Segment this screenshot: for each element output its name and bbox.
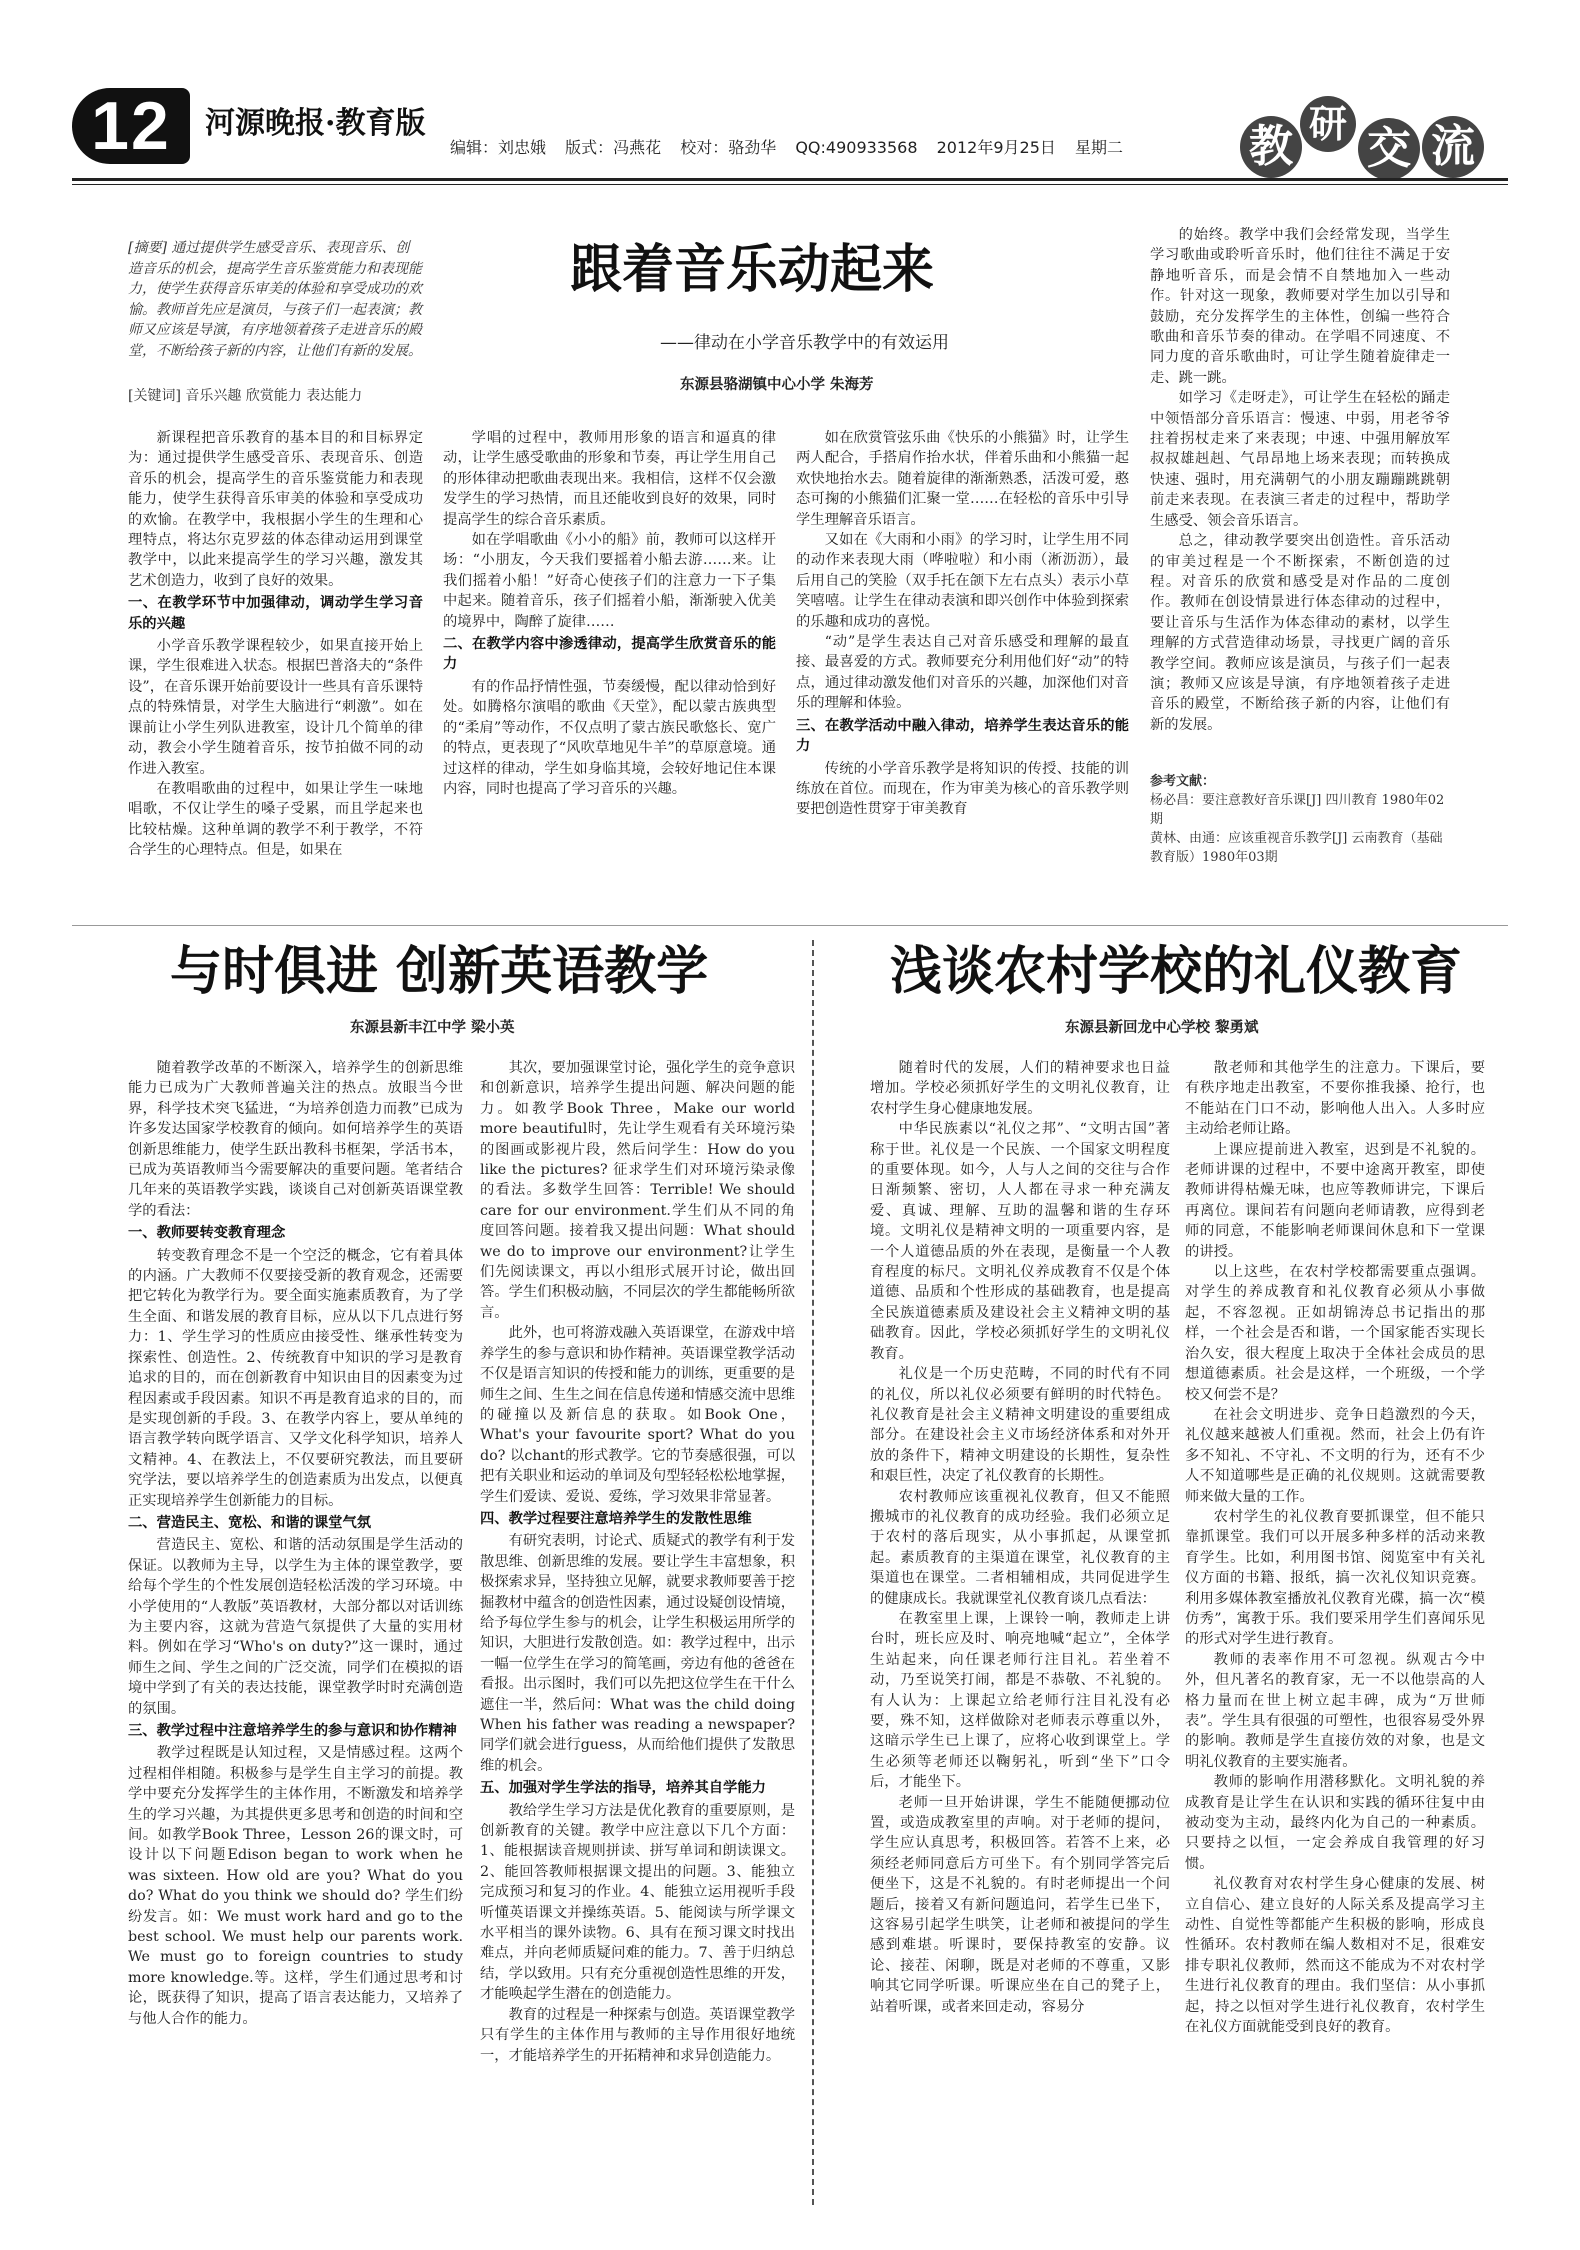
logo-char-2: 研 bbox=[1300, 96, 1356, 152]
paragraph: 的始终。教学中我们会经常发现，当学生学习歌曲或聆听音乐时，他们往往不满足于安静地听音乐，而是会情不自禁地加入一些动作。针对这一现象，教师要对学生加以引导和鼓励，充分发挥学生的主体性，创编一些符合歌曲和音乐节奏的律动。在学唱不同速度、不同力度的音乐歌曲时，可让学生随着旋律走一走、跳一跳。 bbox=[1150, 227, 1450, 386]
paragraph: 传统的小学音乐教学是将知识的传授、技能的训练放在首位。而现在，作为审美为核心的音乐教学则要把创造性贯穿于审美教育 bbox=[796, 760, 1129, 818]
paragraph: 教师的表率作用不可忽视。纵观古今中外，但凡著名的教育家，无一不以他崇高的人格力量而在世上树立起丰碑，成为“万世师表”。学生具有很强的可塑性，也很容易受外界的影响。教师是学生直接仿效的对象，也是文明礼仪教育的主要实施者。 bbox=[1185, 1651, 1485, 1770]
paragraph: 教师的影响作用潜移默化。文明礼貌的养成教育是让学生在认识和实践的循环往复中由被动变为主动，最终内化为自己的一种素质。只要持之以恒，一定会养成自我管理的好习惯。 bbox=[1185, 1774, 1485, 1872]
header-rule bbox=[72, 178, 1508, 181]
paragraph: 在社会文明进步、竞争日趋激烈的今天，礼仪越来越被人们重视。然而，社会上仍有许多不知礼、不守礼、不文明的行为，还有不少人不知道哪些是正确的礼仪规则。这就需要教师来做大量的工作。 bbox=[1185, 1406, 1485, 1505]
qq-number: QQ:490933568 bbox=[795, 138, 918, 157]
section-heading: 一、教师要转变教育理念 bbox=[128, 1225, 286, 1242]
paragraph: 上课应提前进入教室，迟到是不礼貌的。老师讲课的过程中，不要中途离开教室，即使教师讲得枯燥无味，也应等教师讲完，下课后再离位。课间若有问题向老师请教，应得到老师的同意，不能影响老师课间休息和下一堂课的讲授。 bbox=[1185, 1141, 1485, 1260]
paragraph: 转变教育理念不是一个空泛的概念，它有着具体的内涵。广大教师不仅要接受新的教育观念，还需要把它转化为教学行为。要全面实施素质教育，为了学生全面、和谐发展的教育目标，应从以下几点进行努力：1、学生学习的性质应由接受性、继承性转变为探索性、创造性。2、传统教育中知识的学习是教育追求的目的，而在创新教育中知识由目的因素变为过程因素或手段因素。知识不再是教育追求的目的，而是实现创新的手段。3、在教学内容上，要从单纯的语言教学转向既学语言、又学文化科学知识，培养人文精神。4、在教法上，不仅要研究教法，而且要研究学法，要以培养学生的创造素质为出发点，以便真正实现培养学生创新能力的目标。 bbox=[128, 1247, 463, 1509]
reference-item: 黄林、由通：应该重视音乐教学[J] 云南教育（基础教育版）1980年03期 bbox=[1150, 831, 1443, 865]
section-heading: 三、教学过程中注意培养学生的参与意识和协作精神 bbox=[128, 1723, 457, 1739]
paragraph: 老师一旦开始讲课，学生不能随便挪动位置，或造成教室里的声响。对于老师的提问，学生应认真思考，积极回答。若答不上来，必须经老师同意后方可坐下。有个别同学答完后便坐下，这是不礼貌的。有时老师提出一个问题后，接着又有新问题追问，若学生已坐下，这容易引起学生哄笑，让老师和被提问的学生感到难堪。听课时，要保持教室的安静。议论、接茬、闲聊，既是对老师的不尊重，又影响其它同学听课。听课应坐在自己的凳子上，站着听课，或者来回走动，容易分 bbox=[870, 1794, 1170, 2015]
section-heading: 一、在教学环节中加强律动，调动学生学习音乐的兴趣 bbox=[128, 595, 423, 632]
paragraph: 教给学生学习方法是优化教育的重要原则，是创新教育的关键。教学中应注意以下几个方面：1、能根据读音规则拼读、拼写单词和朗读课文。2、能回答教师根据课文提出的问题。3、能独立完成预习和复习的作业。4、能独立运用视听手段听懂英语课文并操练英语。5、能阅读与所学课文水平相当的课外读物。6、具有在预习课文时找出难点，并向老师质疑问难的能力。7、善于归纳总结，学以致用。只有充分重视创造性思维的开发，才能唤起学生潜在的创造能力。 bbox=[480, 1802, 795, 2003]
paragraph: 中华民族素以“礼仪之邦”、“文明古国”著称于世。礼仪是一个民族、一个国家文明程度的重要体现。如今，人与人之间的交往与合作日渐频繁、密切，人人都在寻求一种充满友爱、真诚、理解、互助的温馨和谐的生存环境。文明礼仪是精神文明的一项重要内容，是一个人道德品质的外在表现，是衡量一个人教育程度的标尺。文明礼仪养成教育不仅是个体道德、品质和个性形成的基础教育，也是提高全民族道德素质及建设社会主义精神文明的基础教育。因此，学校必须抓好学生的文明礼仪教育。 bbox=[870, 1121, 1170, 1362]
article1-references bbox=[1150, 772, 1450, 867]
paragraph: 新课程把音乐教育的基本目的和目标界定为：通过提供学生感受音乐、表现音乐、创造音乐的机会，提高学生的音乐鉴赏能力和表现能力，使学生获得音乐审美的体验和享受成功的欢愉。在教学中，我根据小学生的生理和心理特点，将达尔克罗兹的体态律动运用到课堂教学中，以此来提高学生的学习兴趣，激发其艺术创造力，收到了良好的效果。 bbox=[128, 430, 423, 589]
paragraph: 农村教师应该重视礼仪教育，但又不能照搬城市的礼仪教育的成功经验。我们必须立足于农村的落后现实，从小事抓起，从课堂抓起。素质教育的主渠道在课堂，礼仪教育的主渠道也在课堂。二者相辅相成，共同促进学生的健康成长。我就课堂礼仪教育谈几点看法： bbox=[870, 1488, 1170, 1607]
paragraph: 如在欣赏管弦乐曲《快乐的小熊猫》时，让学生两人配合，手搭肩作抬水状，伴着乐曲和小熊猫一起欢快地抬水去。随着旋律的渐渐熟悉，活泼可爱，憨态可掬的小熊猫们汇聚一堂……在轻松的音乐中引导学生理解音乐语言。 bbox=[796, 430, 1129, 528]
article1-subtitle: ——律动在小学音乐教学中的有效运用 bbox=[660, 333, 949, 353]
article3-byline: 东源县新回龙中心学校 黎勇斌 bbox=[1065, 1020, 1259, 1036]
article2-title: 与时俱进 创新英语教学 bbox=[170, 942, 709, 1002]
paragraph: 礼仪是一个历史范畴，不同的时代有不同的礼仪，所以礼仪必须要有鲜明的时代特色。礼仪教育是社会主义精神文明建设的重要组成部分。在建设社会主义市场经济体系和对外开放的条件下，精神文明建设的长期性，复杂性和艰巨性，决定了礼仪教育的长期性。 bbox=[870, 1366, 1170, 1485]
paragraph: 营造民主、宽松、和谐的活动氛围是学生活动的保证。以教师为主导，以学生为主体的课堂教学，要给每个学生的个性发展创造轻松活泼的学习环境。中小学使用的“人教版”英语教材，大部分都以对话训练为主要内容，这就为营造气氛提供了大量的实用材料。例如在学习“Who's on duty?”这一课时，通过师生之间、学生之间的广泛交流，同学们在模拟的语境中学到了有关的表达技能，课堂教学时时充满创造的氛围。 bbox=[128, 1537, 463, 1717]
article1-column-4 bbox=[1150, 225, 1450, 765]
logo-char-4: 流 bbox=[1422, 116, 1484, 178]
section-heading: 二、在教学内容中渗透律动，提高学生欣赏音乐的能力 bbox=[443, 636, 776, 673]
article1-abstract: [摘要] 通过提供学生感受音乐、表现音乐、创造音乐的机会，提高学生音乐鉴赏能力和表现能力，使学生获得音乐审美的体验和享受成功的欢愉。教师首先应是演员，与孩子们一起表演；教师又应该是导演，有序地领着孩子走进音乐的殿堂，不断给孩子新的内容，让他们有新的发展。 bbox=[128, 240, 422, 359]
article2-column-1 bbox=[128, 1058, 463, 2208]
article2-byline: 东源县新丰江中学 梁小英 bbox=[350, 1020, 515, 1036]
article1-byline: 东源县骆湖镇中心小学 朱海芳 bbox=[680, 377, 874, 393]
paragraph: 小学音乐教学课程较少，如果直接开始上课，学生很难进入状态。根据巴普洛夫的“条件设”，在音乐课开始前要设计一些具有音乐课特点的特殊情景，对学生大脑进行“刺激”。如在课前让小学生列队进教室，设计几个简单的律动，教会小学生随着音乐，按节拍做不同的动作进入教室。 bbox=[128, 638, 423, 777]
paragraph: 有的作品抒情性强，节奏缓慢，配以律动恰到好处。如腾格尔演唱的歌曲《天堂》，配以蒙古族典型的“柔肩”等动作，不仅点明了蒙古族民歌悠长、宽广的特点，更表现了“风吹草地见牛羊”的草原意境。通过这样的律动，学生如身临其境，会较好地记住本课内容，同时也提高了学习音乐的兴趣。 bbox=[443, 678, 776, 797]
paragraph: 总之，律动教学要突出创造性。音乐活动的审美过程是一个不断探索，不断创造的过程。对音乐的欣赏和感受是对作品的二度创作。教师在创设情景进行体态律动的过程中，要让音乐与生活作为体态律动的素材，以学生理解的方式营造律动场景，寻找更广阔的音乐教学空间。教师应该是演员，与孩子们一起表演；教师又应该是导演，有序地领着孩子走进音乐的殿堂，不断给孩子新的内容，让他们有新的发展。 bbox=[1150, 533, 1450, 733]
issue-date: 2012年9月25日 bbox=[936, 138, 1056, 157]
reference-item: 杨必昌：要注意教好音乐课[J] 四川教育 1980年02期 bbox=[1150, 793, 1445, 827]
paragraph: 以上这些，在农村学校都需要重点强调。对学生的养成教育和礼仪教育必须从小事做起，不容忽视。正如胡锦涛总书记指出的那样，一个社会是否和谐，一个国家能否实现长治久安，很大程度上取决于全体社会成员的思想道德素质。社会是这样，一个班级，一个学校又何尝不是？ bbox=[1185, 1264, 1485, 1403]
issue-weekday: 星期二 bbox=[1074, 138, 1123, 157]
paragraph: 随着教学改革的不断深入，培养学生的创新思维能力已成为广大教师普遍关注的热点。放眼当今世界，科学技术突飞猛进，“为培养创造力而教”已成为许多发达国家学校教育的倾向。如何培养学生的英语创新思维能力，使学生跃出教科书框架，学活书本，已成为英语教师当今需要解决的重要问题。笔者结合几年来的英语教学实践，谈谈自己对创新英语课堂教学的看法： bbox=[128, 1060, 463, 1219]
header-rule-thin bbox=[72, 184, 1508, 185]
article3-title: 浅谈农村学校的礼仪教育 bbox=[890, 942, 1463, 1002]
paragraph: “动”是学生表达自己对音乐感受和理解的最直接、最喜爱的方式。教师要充分利用他们好“动”的特点，通过律动激发他们对音乐的兴趣，加深他们对音乐的理解和体验。 bbox=[796, 634, 1129, 712]
section-heading: 二、营造民主、宽松、和谐的课堂气氛 bbox=[128, 1514, 372, 1531]
article2-column-2 bbox=[480, 1058, 795, 2208]
article1-title: 跟着音乐动起来 bbox=[570, 240, 935, 300]
section-heading: 四、教学过程要注意培养学生的发散性思维 bbox=[480, 1510, 752, 1527]
article3-column-1 bbox=[870, 1058, 1170, 2208]
paragraph: 在教唱歌曲的过程中，如果让学生一味地唱歌，不仅让学生的嗓子受累，而且学起来也比较枯燥。这种单调的教学不利于教学，不符合学生的心理特点。但是，如果在 bbox=[128, 780, 423, 859]
article1-column-3 bbox=[796, 428, 1129, 903]
paragraph: 有研究表明，讨论式、质疑式的教学有利于发散思维、创新思维的发展。要让学生丰富想象，积极探索求异，坚持独立见解，就要求教师要善于挖掘教材中蕴含的创造性因素，通过设疑创设情境，给予每位学生参与的机会，让学生积极运用所学的知识，大胆进行发散创造。如：教学过程中，出示一幅一位学生在学习的简笔画，旁边有他的爸爸在看报。出示图时，我们可以先把这位学生在干什么遮住一半，然后问：What was the child doing When his father was reading a newspaper?同学们就会进行guess，从而给他们提供了发散思维的机会。 bbox=[480, 1533, 795, 1774]
layout-designer: 版式：冯燕花 bbox=[565, 138, 662, 157]
references-title: 参考文献： bbox=[1150, 774, 1216, 789]
logo-char-3: 交 bbox=[1358, 118, 1420, 180]
paragraph: 教学过程既是认知过程，又是情感过程。这两个过程相伴相随。积极参与是学生自主学习的前提。教学中要充分发挥学生的主体作用，不断激发和培养学生的学习兴趣，为其提供更多思考和创造的时间和空间。如教学Book Three，Lesson 26的课文时，可设计以下问题Edison began to work when he was sixteen. How old are you? What do you do? What do you think we should do? 学生们纷纷发言。如：We must work hard and go to the best school. We must help our parents work. We must go to foreign countries to study more knowledge.等。这样，学生们通过思考和讨论，既获得了知识，提高了语言表达能力，又培养了与他人合作的能力。 bbox=[128, 1745, 463, 2027]
paragraph: 农村学生的礼仪教育要抓课堂，但不能只靠抓课堂。我们可以开展多种多样的活动来教育学生。比如，利用图书馆、阅览室中有关礼仪方面的书籍、报纸，搞一次礼仪知识竞赛。利用多媒体教室播放礼仪教育光碟，搞一次“模仿秀”，寓教于乐。我们要采用学生们喜闻乐见的形式对学生进行教育。 bbox=[1185, 1508, 1485, 1648]
paragraph: 教育的过程是一种探索与创造。英语课堂教学只有学生的主体作用与教师的主导作用很好地统一，才能培养学生的开拓精神和求异创造能力。 bbox=[480, 2006, 795, 2064]
paragraph: 散老师和其他学生的注意力。下课后，要有秩序地走出教室，不要你推我搡、抢行，也不能站在门口不动，影响他人出入。人多时应主动给老师让路。 bbox=[1185, 1060, 1485, 1138]
paragraph: 其次，要加强课堂讨论，强化学生的竞争意识和创新意识，培养学生提出问题、解决问题的能力。如教学Book Three，Make our world more beautiful时，先让学生观看有关环境污染的图画或影视片段，然后问学生：How do you like the pictures? 征求学生们对环境污染录像的看法。多数学生回答：Terrible! We should care for our environment.学生们从不同的角度回答问题。接着我又提出问题：What should we do to improve our environment?让学生们先阅读课文，再以小组形式展开讨论，做出回答。学生们积极动脑，不同层次的学生都能畅所欲言。 bbox=[480, 1060, 795, 1321]
article3-column-2 bbox=[1185, 1058, 1485, 2208]
article1-column-1 bbox=[128, 428, 423, 903]
article1-keywords: [关键词] 音乐兴趣 欣赏能力 表达能力 bbox=[128, 388, 363, 404]
article1-column-2 bbox=[443, 428, 776, 903]
paragraph: 随着时代的发展，人们的精神要求也日益增加。学校必须抓好学生的文明礼仪教育，让农村学生身心健康地发展。 bbox=[870, 1060, 1170, 1117]
paragraph: 此外，也可将游戏融入英语课堂，在游戏中培养学生的参与意识和协作精神。英语课堂教学活动不仅是语言知识的传授和能力的训练，更重要的是师生之间、生生之间在信息传递和情感交流中思维的碰撞以及新信息的获取。如Book One，What's your favourite sport? What do you do? 以chant的形式教学。它的节奏感很强，可以把有关职业和运动的单词及句型轻轻松松地掌握，学生们爱读、爱说、爱练，学习效果非常显著。 bbox=[480, 1325, 795, 1505]
paragraph: 学唱的过程中，教师用形象的语言和逼真的律动，让学生感受歌曲的形象和节奏，再让学生用自己的形体律动把歌曲表现出来。我相信，这样不仅会激发学生的学习热情，而且还能收到良好的效果，同时提高学生的综合音乐素质。 bbox=[443, 430, 776, 528]
paragraph: 如在学唱歌曲《小小的船》前，教师可以这样开场：“小朋友，今天我们要摇着小船去游……来。让我们摇着小船！”好奇心使孩子们的注意力一下子集中起来。随着音乐，孩子们摇着小船，渐渐驶入优美的境界中，陶醉了旋律…… bbox=[443, 532, 776, 630]
paragraph: 又如在《大雨和小雨》的学习时，让学生用不同的动作来表现大雨（哗啦啦）和小雨（淅沥沥），最后用自己的笑脸（双手托在颌下左右点头）表示小草笑嘻嘻。让学生在律动表演和即兴创作中体验到探索的乐趣和成功的喜悦。 bbox=[796, 532, 1129, 630]
logo-char-1: 教 bbox=[1240, 116, 1302, 178]
editor: 编辑：刘忠娥 bbox=[450, 138, 547, 157]
paragraph: 礼仪教育对农村学生身心健康的发展、树立自信心、建立良好的人际关系及提高学习主动性、自觉性等都能产生积极的影响，形成良性循环。农村教师在编人数相对不足，很难安排专职礼仪教师，然而这不能成为不对农村学生进行礼仪教育的理由。我们坚信：从小事抓起，持之以恒对学生进行礼仪教育，农村学生在礼仪方面就能受到良好的教育。 bbox=[1185, 1876, 1485, 2036]
proofreader: 校对：骆劲华 bbox=[680, 138, 777, 157]
section-divider bbox=[72, 925, 1508, 926]
page-number: 12 bbox=[72, 88, 190, 164]
column-divider bbox=[812, 940, 814, 2205]
section-heading: 五、加强对学生学法的指导，培养其自学能力 bbox=[480, 1780, 766, 1797]
column-logo bbox=[1240, 94, 1490, 184]
paragraph: 如学习《走呀走》，可让学生在轻松的踊走中领悟部分音乐语言：慢速、中弱，用老爷爷拄着拐杖走来了来表现；中速、中强用解放军叔叔雄赳赳、气昂昂地上场来表现；而转换成快速、强时，用充满朝气的小朋友蹦蹦跳跳朝前走来表现。在表演三者走的过程中，帮助学生感受、领会音乐语言。 bbox=[1150, 390, 1450, 529]
section-heading: 三、在教学活动中融入律动，培养学生表达音乐的能力 bbox=[796, 717, 1129, 755]
header-meta bbox=[450, 138, 1137, 158]
paragraph: 在教室里上课，上课铃一响，教师走上讲台时，班长应及时、响亮地喊“起立”，全体学生站起来，向任课老师行注目礼。若坐着不动，乃至说笑打闹，都是不恭敬、不礼貌的。有人认为：上课起立给老师行注目礼没有必要，殊不知，这样做除对老师表示尊重以外，这暗示学生已上课了，应将心收到课堂上。学生必须等老师还以鞠躬礼，听到“坐下”口令后，才能坐下。 bbox=[870, 1610, 1170, 1791]
paper-name: 河源晚报·教育版 bbox=[205, 106, 426, 141]
